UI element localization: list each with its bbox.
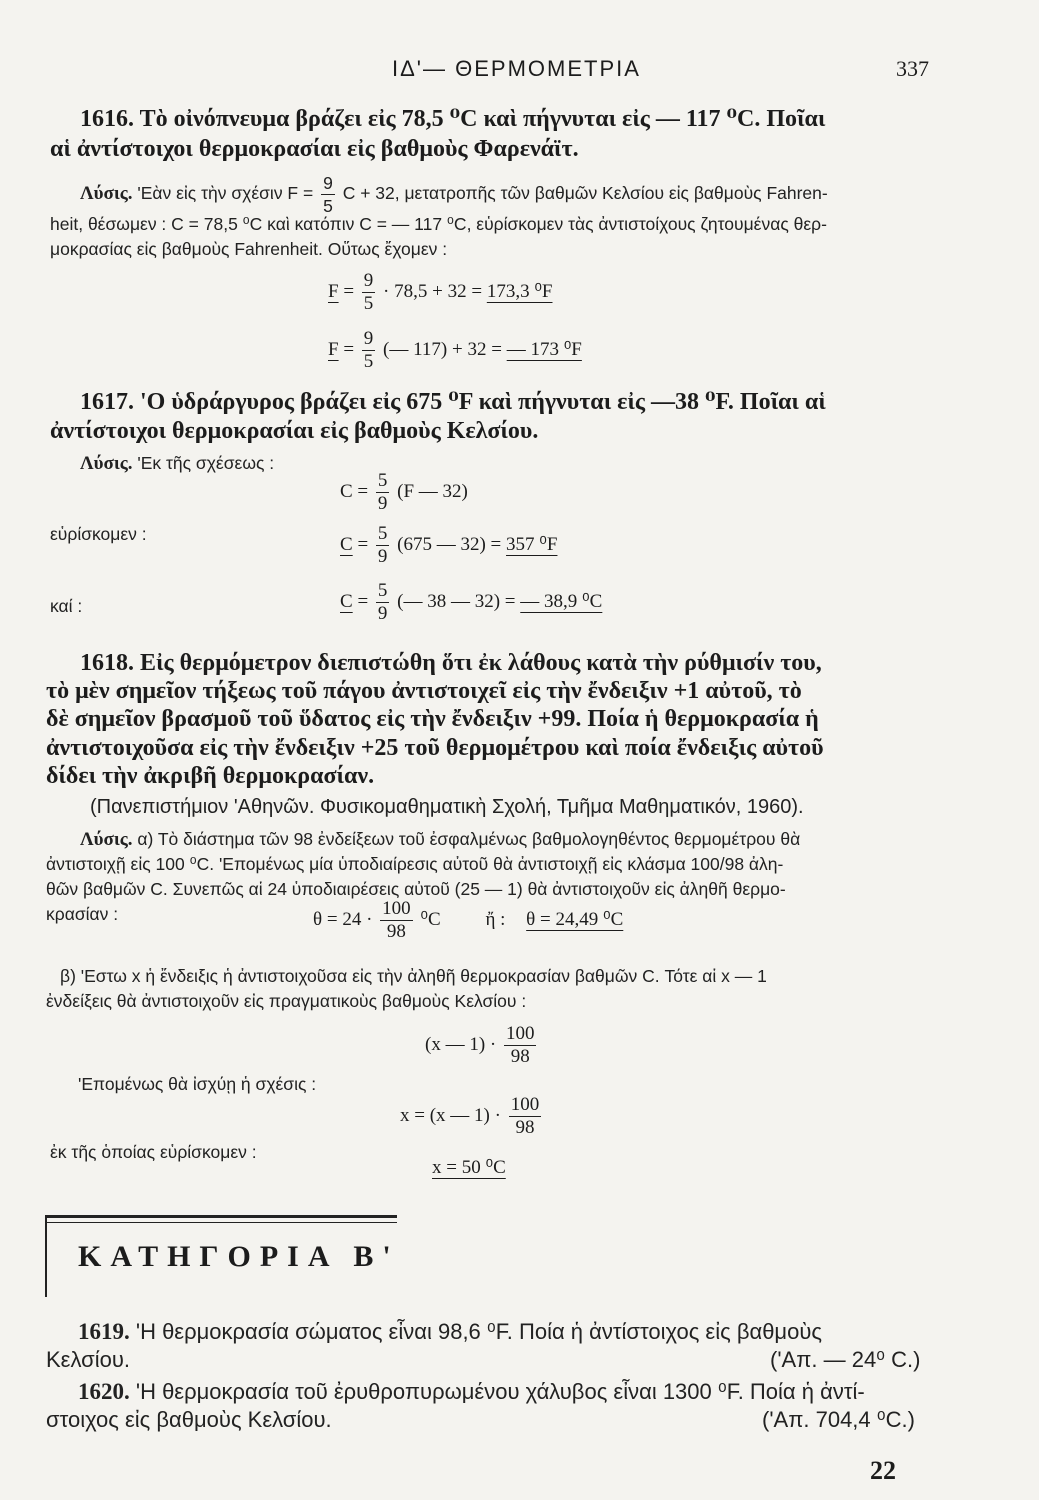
problem-number: 1618. (80, 650, 134, 676)
result-357F: 357 ⁰F (506, 533, 558, 555)
problem-1616-line2: αἱ ἀντίστοιχοι θερμοκρασίαι εἰς βαθμοὺς Φαρενάϊτ. (50, 136, 579, 162)
equation-b1: (x — 1) · $\frac{100}{98}$ (425, 1023, 535, 1067)
fraction-5-9: $\frac{5}{9}$ (377, 470, 388, 514)
equation-1616-1: F = $\frac{9}{5}$ · 78,5 + 32 = 173,3 ⁰F (328, 270, 553, 314)
result-minus-173F: — 173 ⁰F (506, 338, 582, 360)
problem-1618-line5: δίδει τὴν ἀκριβῆ θερμοκρασίαν. (46, 763, 375, 789)
problem-1618-line3: δὲ σημεῖον βρασμοῦ τοῦ ὕδατος εἰς τὴν ἔνδειξιν +99. Ποία ἡ θερμοκρασία ἡ (46, 706, 819, 732)
problem-1620-line2: στοιχος εἰς βαθμοὺς Κελσίου. (46, 1407, 332, 1432)
solution-1617-line1: Λύσις. 'Εκ τῆς σχέσεως : (80, 453, 275, 474)
problem-1620-line1: 1620. 'Η θερμοκρασία τοῦ ἐρυθροπυρωμένου χάλυβος εἶναι 1300 ⁰F. Ποία ἡ ἀντί- (78, 1379, 865, 1404)
category-rule (45, 1215, 47, 1297)
therefore-label: 'Επομένως θὰ ἰσχύῃ ἡ σχέσις : (78, 1074, 317, 1094)
solution-1616-line1 (80, 172, 828, 217)
page-header (0, 56, 1039, 86)
fraction-100-98: $\frac{100}{98}$ (510, 1094, 540, 1138)
problem-text: Τὸ οἰνόπνευμα βράζει εἰς 78,5 ⁰C καὶ πήγνυται εἰς — 117 ⁰C. Ποῖαι (139, 106, 826, 132)
equation-1617-1: C = $\frac{5}{9}$ (F — 32) (340, 470, 468, 514)
equation-b2: x = (x — 1) · $\frac{100}{98}$ (400, 1094, 540, 1138)
equation-1617-3: C = $\frac{5}{9}$ (— 38 — 32) = — 38,9 ⁰C (340, 580, 603, 624)
solution-label: Λύσις. (80, 183, 133, 205)
problem-1617-line2: ἀντίστοιχοι θερμοκρασίαι εἰς βαθμοὺς Κελσίου. (50, 418, 539, 444)
problem-source: (Πανεπιστήμιον 'Αθηνῶν. Φυσικομαθηματικὴ Σχολή, Τμῆμα Μαθηματικόν, 1960). (90, 796, 804, 818)
from-which-label: ἐκ τῆς ὁποίας εὑρίσκομεν : (50, 1142, 257, 1162)
problem-text: Εἰς θερμόμετρον διεπιστώθη ὅτι ἐκ λάθους κατὰ τὴν ρύθμισίν του, (140, 650, 822, 676)
solution-1618-a-line2: ἀντιστοιχῇ εἰς 100 ⁰C. 'Επομένως μία ὑποδιαίρεσις αὐτοῦ θὰ ἀντιστοιχῇ εἰς κλάσμα 100/98 ἀλη- (46, 854, 784, 874)
chapter-title: ΙΔ'— ΘΕΡΜΟΜΕΤΡΙΑ (392, 56, 641, 81)
solution-1618-a-line4: κρασίαν : (46, 904, 119, 924)
problem-1618-line1 (80, 648, 822, 679)
solution-label: Λύσις. (80, 453, 133, 474)
result-theta: θ = 24,49 ⁰C (526, 908, 624, 930)
equation-1616-2: F = $\frac{9}{5}$ (— 117) + 32 = — 173 ⁰F (328, 328, 582, 372)
page-number: 337 (896, 56, 929, 81)
solution-text: C + 32, μετατροπῆς τῶν βαθμῶν Κελσίου εἰς βαθμοὺς Fahren- (342, 183, 828, 204)
fraction-9-5: $\frac{9}{5}$ (323, 173, 333, 216)
category-rule (45, 1215, 397, 1218)
fraction-9-5: $\frac{9}{5}$ (363, 328, 374, 372)
category-title: ΚΑΤΗΓΟΡΙΑ Β' (78, 1240, 400, 1273)
fraction-5-9: $\frac{5}{9}$ (377, 523, 388, 567)
problem-1619-line2: Κελσίου. (46, 1347, 130, 1372)
problem-1618-line2: τὸ μὲν σημεῖον τήξεως τοῦ πάγου ἀντιστοιχεῖ εἰς τὴν ἔνδειξιν +1 αὐτοῦ, τὸ (46, 678, 802, 704)
solution-text: 'Εὰν εἰς τὴν σχέσιν F = (137, 183, 314, 204)
fraction-9-5: $\frac{9}{5}$ (363, 270, 374, 314)
solution-1618-a-line3: θῶν βαθμῶν C. Συνεπῶς αἱ 24 ὑποδιαιρέσεις αὐτοῦ (25 — 1) θὰ ἀντιστοιχοῦν εἰς ἀληθῆ θερμο- (46, 879, 786, 899)
answer-1619: ('Απ. — 24⁰ C.) (770, 1347, 921, 1372)
and-label: καί : (50, 596, 83, 616)
solution-1616-line3: μοκρασίας εἰς βαθμοὺς Fahrenheit. Οὕτως ἔχομεν : (50, 239, 448, 259)
equation-theta: θ = 24 · $\frac{100}{98}$ ⁰C ἤ : θ = 24,49 ⁰C (313, 898, 624, 942)
problem-1616-line1 (80, 104, 825, 135)
solution-1616-line2: heit, θέσωμεν : C = 78,5 ⁰C καὶ κατόπιν C = — 117 ⁰C, εὑρίσκομεν τὰς ἀντιστοίχους ζητουμένας θερ- (50, 214, 827, 234)
problem-number: 1620. (78, 1379, 130, 1404)
fraction-5-9: $\frac{5}{9}$ (377, 580, 388, 624)
solution-1618-b-line2: ἐνδείξεις θὰ ἀντιστοιχοῦν εἰς πραγματικοὺς βαθμοὺς Κελσίου : (46, 991, 527, 1011)
answer-1620: ('Απ. 704,4 ⁰C.) (762, 1407, 915, 1432)
signature-mark: 22 (870, 1456, 896, 1485)
result-minus-38-9C: — 38,9 ⁰C (520, 590, 603, 612)
fraction-100-98: $\frac{100}{98}$ (382, 898, 411, 942)
fraction-100-98: $\frac{100}{98}$ (505, 1023, 535, 1067)
problem-number: 1619. (78, 1319, 130, 1344)
problem-1618-line4: ἀντιστοιχοῦσα εἰς τὴν ἔνδειξιν +25 τοῦ θερμομέτρου καὶ ποία ἔνδειξις αὐτοῦ (46, 735, 824, 761)
final-result: x = 50 ⁰C (432, 1157, 506, 1178)
problem-text: 'Ο ὑδράργυρος βράζει εἰς 675 ⁰F καὶ πήγνυται εἰς —38 ⁰F. Ποῖαι αἱ (140, 389, 826, 415)
solution-label: Λύσις. (80, 829, 133, 850)
solution-1618-b-line1: β) 'Εστω x ἡ ἔνδειξις ἡ ἀντιστοιχοῦσα εἰς τὴν ἀληθῆ θερμοκρασίαν βαθμῶν C. Τότε αἱ x — 1 (60, 966, 767, 986)
equation-1617-2: C = $\frac{5}{9}$ (675 — 32) = 357 ⁰F (340, 523, 558, 567)
problem-1617-line1 (80, 387, 826, 418)
problem-number: 1616. (80, 106, 134, 132)
problem-1619-line1: 1619. 'Η θερμοκρασία σώματος εἶναι 98,6 ⁰F. Ποία ἡ ἀντίστοιχος εἰς βαθμοὺς (78, 1319, 822, 1344)
problem-number: 1617. (80, 389, 134, 415)
category-rule (45, 1222, 397, 1223)
found-label: εὑρίσκομεν : (50, 524, 147, 544)
solution-1618-a-line1: Λύσις. α) Τὸ διάστημα τῶν 98 ἐνδείξεων τοῦ ἐσφαλμένως βαθμολογηθέντος θερμομέτρου θὰ (80, 829, 801, 850)
result-173-3F: 173,3 ⁰F (486, 280, 553, 302)
